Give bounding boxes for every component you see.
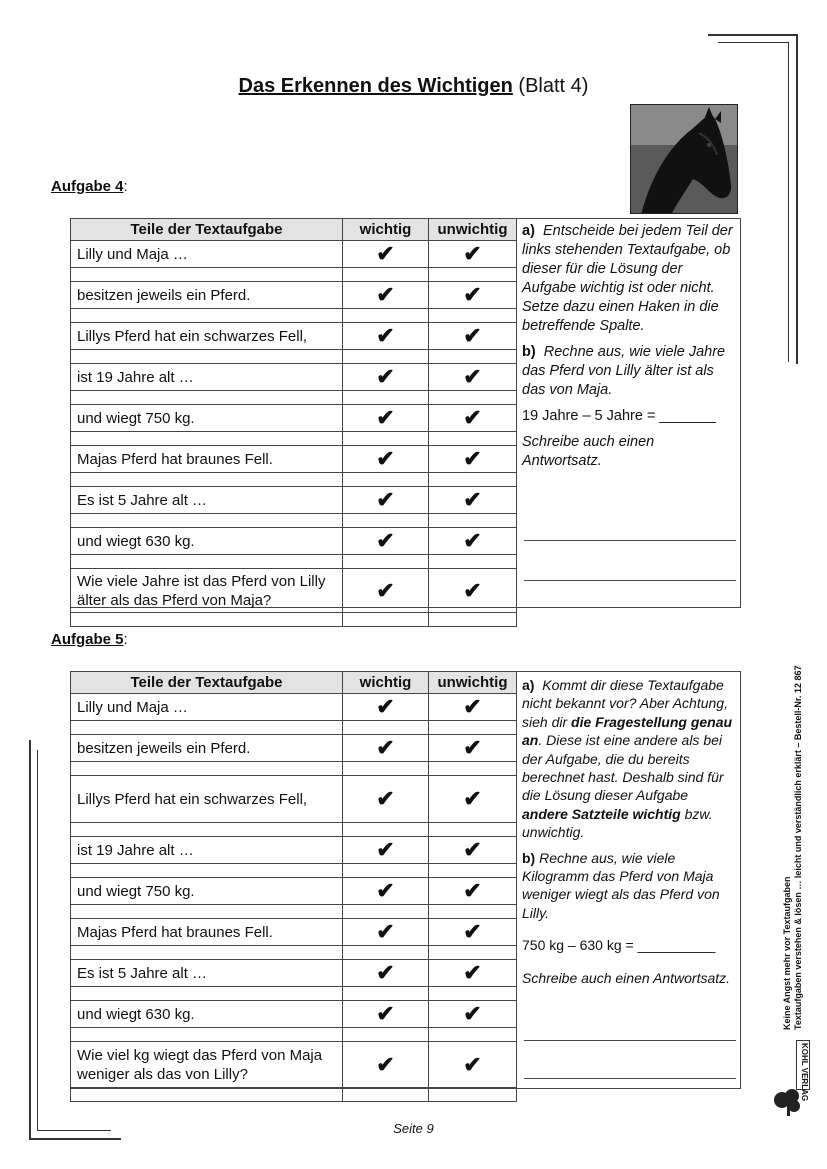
sidebar-line1: Keine Angst mehr vor Textaufgaben [782, 876, 792, 1030]
aufgabe4-label: Aufgabe 4: [51, 178, 128, 195]
part-a-label: a) [522, 677, 535, 693]
table-row-text: und wiegt 750 kg. [71, 878, 343, 905]
publisher-name: KOHL VERLAG [800, 1043, 809, 1102]
calc-line: 19 Jahre – 5 Jahre = _______ [522, 408, 716, 424]
corner-line-top-h2 [718, 42, 788, 43]
check-unwichtig[interactable]: ✔ [429, 323, 517, 350]
part-a-text: Kommt dir diese Textaufgabe nicht bekannt vor? Aber Achtung, sieh dir [522, 677, 728, 730]
check-unwichtig[interactable]: ✔ [429, 282, 517, 309]
check-unwichtig[interactable]: ✔ [429, 735, 517, 762]
table-row-text: Es ist 5 Jahre alt … [71, 960, 343, 987]
table-row-text: Wie viele Jahre ist das Pferd von Lilly älter als das Pferd von Maja? [71, 569, 343, 613]
table-row-text: und wiegt 750 kg. [71, 405, 343, 432]
check-unwichtig[interactable]: ✔ [429, 528, 517, 555]
part-b-text: Rechne aus, wie viele Jahre das Pferd von Lilly älter ist als das von Maja. [522, 344, 726, 398]
horse-image [630, 104, 738, 214]
check-wichtig[interactable]: ✔ [343, 837, 429, 864]
aufgabe5-instructions [522, 676, 736, 994]
part-b-text: Rechne aus, wie viele Kilogramm das Pferd von Maja weniger wiegt als das Pferd von Lilly. [522, 849, 720, 921]
check-wichtig[interactable]: ✔ [343, 776, 429, 823]
check-unwichtig[interactable]: ✔ [429, 405, 517, 432]
check-unwichtig[interactable]: ✔ [429, 837, 517, 864]
answer-line[interactable] [524, 540, 736, 541]
col-header: unwichtig [429, 219, 517, 241]
check-wichtig[interactable]: ✔ [343, 487, 429, 514]
publisher-logo [796, 1040, 810, 1102]
answer-line[interactable] [524, 1078, 736, 1079]
corner-line-bottom-h [29, 1138, 121, 1140]
table-row-text: und wiegt 630 kg. [71, 528, 343, 555]
check-wichtig[interactable]: ✔ [343, 735, 429, 762]
col-header: Teile der Textaufgabe [71, 672, 343, 694]
table-row-text: ist 19 Jahre alt … [71, 837, 343, 864]
check-unwichtig[interactable]: ✔ [429, 364, 517, 391]
table-row-text: Lillys Pferd hat ein schwarzes Fell, [71, 776, 343, 823]
check-wichtig[interactable]: ✔ [343, 446, 429, 473]
table-row-text: ist 19 Jahre alt … [71, 364, 343, 391]
table-row-text: Es ist 5 Jahre alt … [71, 487, 343, 514]
answer-prompt: Schreibe auch einen Antwortsatz. [522, 434, 655, 469]
check-unwichtig[interactable]: ✔ [429, 878, 517, 905]
table-row-text: besitzen jeweils ein Pferd. [71, 282, 343, 309]
aufgabe4-table [70, 218, 517, 627]
corner-line-top-h [708, 34, 798, 36]
col-header: Teile der Textaufgabe [71, 219, 343, 241]
check-unwichtig[interactable]: ✔ [429, 569, 517, 613]
check-unwichtig[interactable]: ✔ [429, 960, 517, 987]
check-wichtig[interactable]: ✔ [343, 960, 429, 987]
check-wichtig[interactable]: ✔ [343, 405, 429, 432]
answer-line[interactable] [524, 1040, 736, 1041]
aufgabe4-instructions [522, 222, 736, 478]
table-row-text: Majas Pferd hat braunes Fell. [71, 919, 343, 946]
check-wichtig[interactable]: ✔ [343, 1042, 429, 1088]
part-a-label: a) [522, 223, 535, 239]
col-header: wichtig [343, 219, 429, 241]
corner-line-bottom-v2 [37, 750, 38, 1130]
page-title-main: Das Erkennen des Wichtigen [238, 75, 513, 97]
check-unwichtig[interactable]: ✔ [429, 919, 517, 946]
table-row-text: besitzen jeweils ein Pferd. [71, 735, 343, 762]
publisher-tree-icon [772, 1088, 806, 1123]
aufgabe5-table [70, 671, 517, 1102]
check-unwichtig[interactable]: ✔ [429, 487, 517, 514]
corner-line-bottom-v [29, 740, 31, 1140]
part-b-label: b) [522, 344, 536, 360]
page-number: Seite 9 [393, 1121, 434, 1136]
col-header: unwichtig [429, 672, 517, 694]
table-row-text: Lilly und Maja … [71, 241, 343, 268]
check-unwichtig[interactable]: ✔ [429, 694, 517, 721]
table-row-text: Lillys Pferd hat ein schwarzes Fell, [71, 323, 343, 350]
check-wichtig[interactable]: ✔ [343, 919, 429, 946]
aufgabe5-label: Aufgabe 5: [51, 631, 128, 648]
check-wichtig[interactable]: ✔ [343, 282, 429, 309]
sidebar-publication-text [782, 666, 804, 1030]
check-wichtig[interactable]: ✔ [343, 241, 429, 268]
calc-line: 750 kg – 630 kg = __________ [522, 937, 716, 954]
table-row-text: Wie viel kg wiegt das Pferd von Maja weniger als das von Lilly? [71, 1042, 343, 1088]
sidebar-line2: Textaufgaben verstehen & lösen … leicht und verständlich erklärt – Bestell-Nr. 12 867 [793, 665, 803, 1030]
part-a-text: bzw. unwichtig. [522, 805, 713, 841]
check-unwichtig[interactable]: ✔ [429, 776, 517, 823]
page-title-suffix: (Blatt 4) [512, 75, 589, 97]
table-row-text: Majas Pferd hat braunes Fell. [71, 446, 343, 473]
part-a-text: . Diese ist eine andere als bei der Aufgabe, die du bereits berechnet hast. Deshalb sind für die Lösung dieser Aufgabe [522, 732, 724, 804]
part-a-bold: die Fragestellung genau an [522, 713, 733, 749]
check-wichtig[interactable]: ✔ [343, 878, 429, 905]
check-wichtig[interactable]: ✔ [343, 364, 429, 391]
check-unwichtig[interactable]: ✔ [429, 241, 517, 268]
table-row-text: und wiegt 630 kg. [71, 1001, 343, 1028]
col-header: wichtig [343, 672, 429, 694]
part-b-label: b) [522, 849, 536, 866]
answer-line[interactable] [524, 580, 736, 581]
check-wichtig[interactable]: ✔ [343, 1001, 429, 1028]
check-wichtig[interactable]: ✔ [343, 694, 429, 721]
check-unwichtig[interactable]: ✔ [429, 1001, 517, 1028]
page-title [0, 75, 827, 98]
check-unwichtig[interactable]: ✔ [429, 1042, 517, 1088]
check-wichtig[interactable]: ✔ [343, 569, 429, 613]
part-a-bold: andere Satzteile wichtig [522, 805, 681, 822]
check-wichtig[interactable]: ✔ [343, 323, 429, 350]
part-a-text: Entscheide bei jedem Teil der links stehenden Textaufgabe, ob dieser für die Lösung der Aufgabe wichtig ist oder nicht. Setze dazu einen Haken in die betreffende Spalte. [522, 223, 733, 334]
check-wichtig[interactable]: ✔ [343, 528, 429, 555]
table-row-text: Lilly und Maja … [71, 694, 343, 721]
check-unwichtig[interactable]: ✔ [429, 446, 517, 473]
answer-prompt: Schreibe auch einen Antwortsatz. [522, 969, 731, 986]
